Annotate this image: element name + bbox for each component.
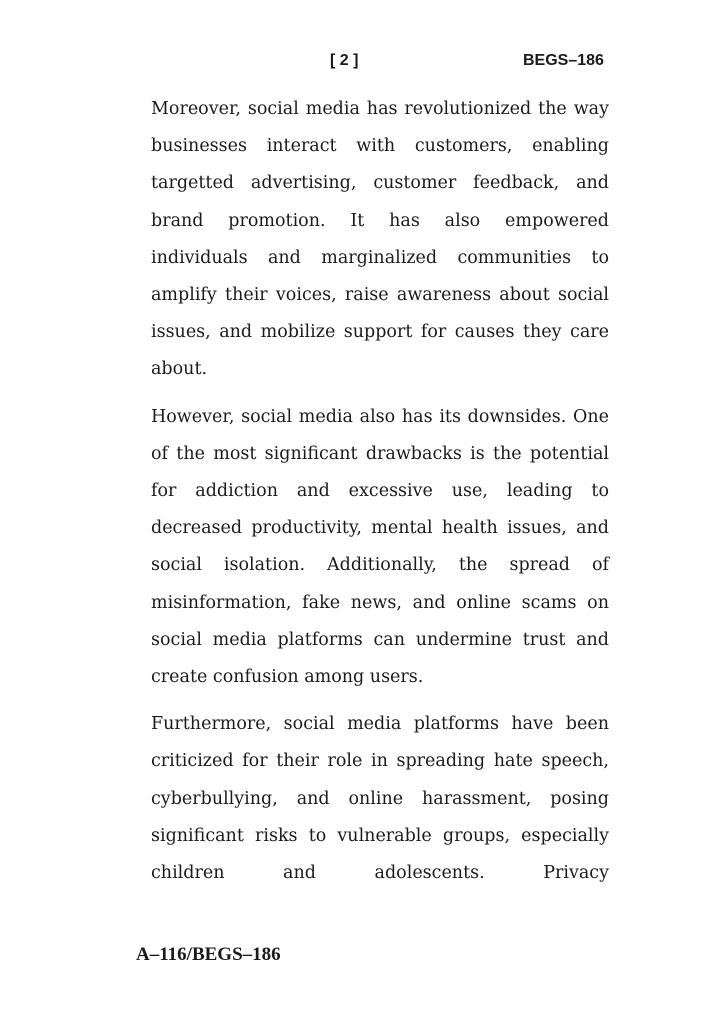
body-text [151,91,609,902]
paragraph-1: Moreover, social media has revolutionized the way businesses interact with customers, enabling targetted advertising, customer feedback, and brand promotion. It has also empowered individuals and marginalized communities to amplify their voices, raise awareness about social issues, and mobilize support for causes they care about. [151,99,609,380]
header-paper-code: BEGS–186 [523,52,604,69]
page-number: [ 2 ] [330,52,359,69]
paragraph-2: However, social media also has its downsides. One of the most significant drawbacks is the potential for addiction and excessive use, leading to decreased productivity, mental health issues, and social isolation. Additionally, the spread of misinformation, fake news, and online scams on social media platforms can undermine trust and create confusion among users. [151,406,609,688]
footer-paper-code: A–116/BEGS–186 [136,944,281,965]
paragraph-3: Furthermore, social media platforms have been criticized for their role in spreading hate speech, cyberbullying, and online harassment, posing significant risks to vulnerable groups, especially children and adolescents. Privacy [151,714,609,884]
